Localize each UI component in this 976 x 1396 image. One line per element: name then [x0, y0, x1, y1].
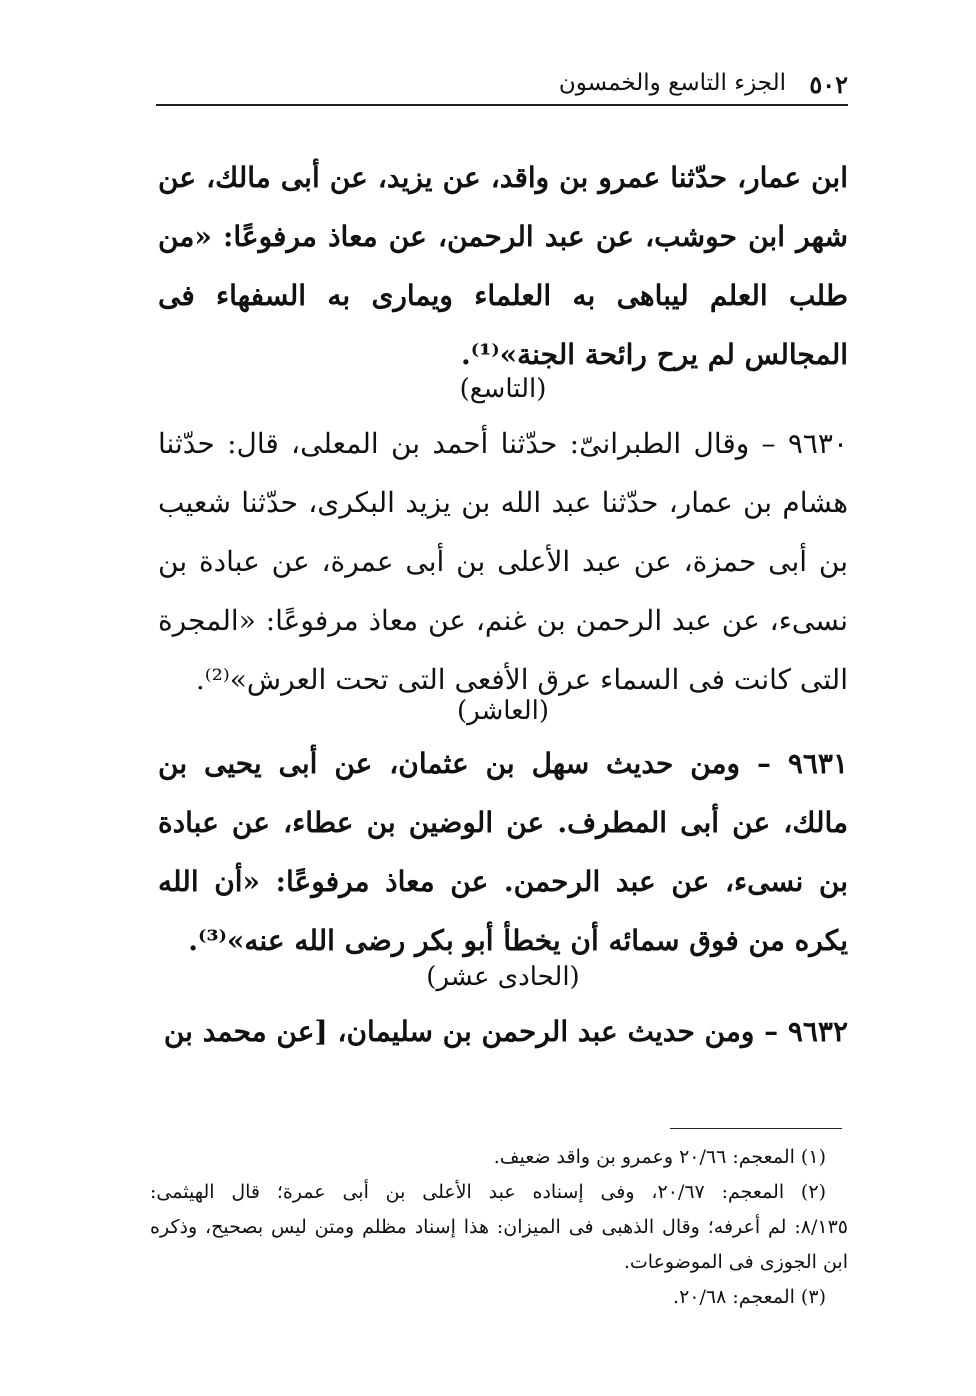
page-header: [156, 66, 848, 106]
footnote-2-end: ابن الجوزى فى الموضوعات.: [623, 1251, 848, 1273]
paragraph-9632: ٩٦٣٢ – ومن حديث عبد الرحمن بن سليمان، [عن محمد بن: [163, 1015, 848, 1048]
paragraph-9630: ٩٦٣٠ – وقال الطبرانىّ: حدّثنا أحمد بن المعلى، قال: حدّثنا هشام بن عمار، حدّثنا عبد الله بن يزيد البكرى، حدّثنا شعيب بن أبى حمزة، عن عبد الأعلى بن أبى عمرة، عن عبادة بن نسىء، عن عبد الرحمن بن غنم، عن معاذ مرفوعًا: «المجرة التى كانت فى السماء عرق الأفعى التى تحت العرش»⁽²⁾.: [158, 427, 848, 696]
section-title-eleventh: (الحادى عشر): [426, 962, 580, 992]
footnote-rule: [670, 1128, 842, 1129]
footnote-3: (٣) المعجم: ٢٠/٦٨.: [673, 1286, 826, 1308]
page-number: ٥٠٢: [809, 70, 848, 99]
footnote-1: (١) المعجم: ٢٠/٦٦ وعمرو بن واقد ضعيف.: [493, 1146, 826, 1168]
paragraph-1: ابن عمار، حدّثنا عمرو بن واقد، عن يزيد، عن أبى مالك، عن شهر ابن حوشب، عن عبد الرحمن، عن معاذ مرفوعًا: «من طلب العلم ليباهى به العلماء ويمارى به السفهاء فى المجالس لم يرح رائحة الجنة»⁽¹⁾.: [158, 161, 848, 371]
section-title-ninth: (التاسع): [459, 374, 547, 404]
header-rule: [156, 104, 848, 106]
footnote-2-continued: ٨/١٣٥: لم أعرفه؛ وقال الذهبى فى الميزان: هذا إسناد مظلم ومتن ليس بصحيح، وذكره: [150, 1216, 848, 1238]
paragraph-9631: ٩٦٣١ – ومن حديث سهل بن عثمان، عن أبى يحيى بن مالك، عن أبى المطرف. عن الوضين بن عطاء، عن عبادة بن نسىء، عن عبد الرحمن. عن معاذ مرفوعًا: «أن الله يكره من فوق سمائه أن يخطأ أبو بكر رضى الله عنه»⁽³⁾.: [158, 747, 848, 957]
footnote-2: (٢) المعجم: ٢٠/٦٧، وفى إسناده عبد الأعلى بن أبى عمرة؛ قال الهيثمى:: [150, 1181, 826, 1203]
footnotes: [150, 1140, 848, 1315]
section-title-tenth: (العاشر): [456, 696, 550, 726]
running-title: الجزء التاسع والخمسون: [558, 70, 786, 96]
